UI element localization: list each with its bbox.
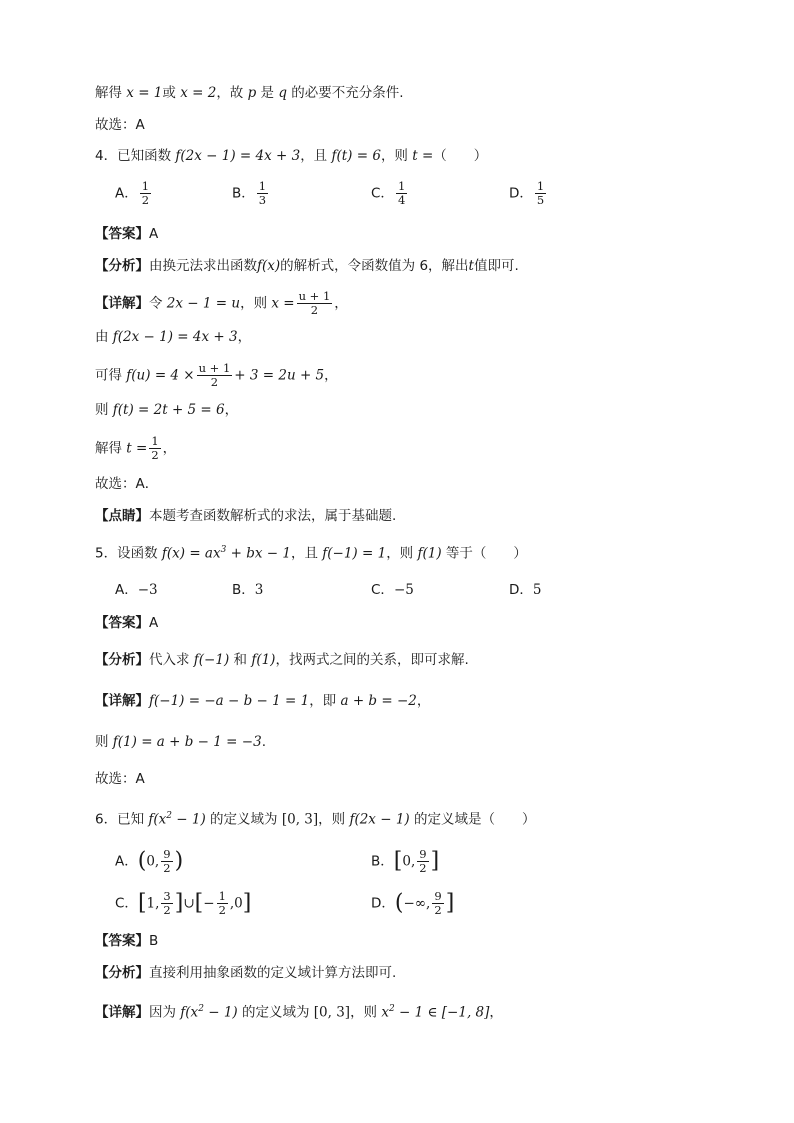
option-d[interactable] [509, 180, 548, 207]
answer-tag: 【答案】 [95, 933, 149, 949]
option-label: C． [115, 895, 138, 912]
text: 令 [149, 295, 167, 312]
text: ，则 [240, 295, 272, 312]
math: t [468, 258, 474, 274]
bracket: [ [393, 848, 403, 874]
math: f(u) = 4 × [126, 367, 195, 384]
denominator: 2 [434, 903, 442, 917]
option-text: 3 [254, 582, 264, 598]
fraction [197, 362, 233, 389]
detail-line [95, 732, 266, 752]
text: ， [224, 402, 239, 418]
text: ，故 [216, 85, 248, 101]
answer-tag: 【答案】 [95, 615, 149, 631]
math: + bx − 1 [226, 545, 291, 562]
text: 和 [229, 652, 252, 668]
question-6-stem [95, 806, 535, 830]
numerator: 1 [151, 434, 159, 448]
analysis-line [95, 963, 396, 983]
text: 可得 [95, 367, 127, 384]
detail-line [95, 362, 338, 389]
option-a[interactable] [115, 580, 158, 600]
text: 代入求 [149, 652, 194, 668]
exponent: 2 [388, 1004, 395, 1014]
option-label: A． [115, 853, 138, 870]
fraction [432, 890, 443, 917]
math: + 3 = 2u + 5 [234, 367, 325, 384]
text: ，且 [300, 148, 332, 164]
numerator: 3 [163, 889, 171, 903]
math: x = 2 [180, 85, 217, 101]
exponent: 2 [166, 811, 173, 821]
text: ，则 [380, 148, 413, 164]
numerator: 9 [163, 847, 171, 861]
option-text: −3 [137, 582, 158, 598]
text: ，则 [318, 811, 350, 828]
text: 解得 [95, 440, 127, 457]
text: 由 [95, 329, 113, 345]
option-c[interactable] [115, 890, 251, 917]
math: ,0 [229, 895, 243, 912]
text: ，则 [386, 545, 418, 562]
analysis-line [95, 256, 519, 276]
detail-line [95, 999, 503, 1023]
option-c[interactable] [371, 580, 414, 600]
question-4-stem [95, 146, 487, 166]
text: ，找两式之间的关系，即可求解. [275, 652, 469, 668]
text: 值即可. [473, 258, 519, 274]
fraction [535, 180, 546, 207]
denominator: 2 [210, 375, 219, 389]
text: ， [334, 295, 348, 312]
denominator: 2 [218, 903, 226, 917]
math: 0, [402, 853, 416, 870]
math: x [381, 1004, 389, 1021]
text: 解得 [95, 85, 127, 101]
fraction [396, 180, 407, 207]
numerator: u + 1 [298, 289, 331, 303]
numerator: 1 [141, 179, 150, 193]
numerator: 1 [258, 179, 267, 193]
math: f(x [148, 811, 167, 828]
bracket: [ [194, 890, 204, 916]
math: f(−1) [193, 652, 230, 668]
text: 则 [95, 734, 113, 750]
text: 5．设函数 [95, 545, 162, 562]
math: f(2x − 1) = 4x + 3 [175, 148, 301, 164]
math: − 1) [172, 811, 206, 828]
numerator: 9 [419, 847, 427, 861]
math: q [278, 85, 288, 101]
option-c[interactable] [371, 180, 409, 207]
exponent: 2 [198, 1004, 204, 1014]
option-label: A． [115, 185, 138, 202]
fraction [161, 848, 172, 875]
detail-tag: 【详解】 [95, 693, 149, 709]
math: 2x − 1 = u [166, 295, 241, 312]
math: p [247, 85, 257, 101]
math: f(1) [417, 545, 442, 562]
denominator: 2 [310, 303, 319, 317]
text: 4．已知函数 [95, 148, 176, 164]
analysis-tag: 【分析】 [95, 258, 149, 274]
math: t = [126, 440, 148, 457]
text: 的定义域为 [205, 811, 282, 828]
option-b[interactable] [371, 848, 439, 875]
fraction [149, 435, 160, 462]
detail-line [95, 400, 238, 420]
math: x = 1 [126, 85, 163, 101]
question-5-stem [95, 540, 527, 564]
answer-tag: 【答案】 [95, 226, 149, 242]
bracket: ) [174, 848, 184, 874]
math: [0, 3] [281, 811, 319, 828]
math: − 1 ∈ [−1, 8] [394, 1004, 490, 1021]
denominator: 3 [258, 193, 267, 207]
option-text: −5 [393, 582, 414, 598]
math: [0, 3] [313, 1004, 351, 1021]
option-label: C． [371, 582, 394, 598]
text: 由换元法求出函数 [149, 258, 257, 274]
math: 0, [146, 853, 160, 870]
solution-line [95, 83, 404, 103]
bracket: ] [445, 890, 455, 916]
option-label: B． [232, 185, 255, 202]
fraction [257, 180, 268, 207]
denominator: 2 [163, 903, 171, 917]
math: 1, [146, 895, 160, 912]
math: f(x) [257, 258, 281, 274]
math: x = [271, 295, 295, 312]
option-label: C． [371, 185, 394, 202]
answer-text: A [149, 226, 159, 242]
analysis-line [95, 650, 469, 670]
text: 6．已知 [95, 811, 149, 828]
fraction [161, 890, 172, 917]
bracket: [ [137, 890, 147, 916]
text: ， [489, 1004, 503, 1021]
exponent: 3 [220, 545, 227, 555]
text: 则 [95, 402, 113, 418]
analysis-tag: 【分析】 [95, 965, 149, 981]
detail-line [95, 435, 176, 462]
math: t = [412, 148, 434, 164]
union-symbol: ∪ [183, 895, 195, 912]
fraction [140, 180, 151, 207]
text: 是 [256, 85, 279, 101]
remark-tag: 【点睛】 [95, 508, 149, 524]
option-d[interactable] [509, 580, 542, 600]
fraction [417, 848, 428, 875]
option-label: B． [232, 582, 255, 598]
math: − 1) [203, 1004, 238, 1021]
detail-line [95, 691, 430, 711]
detail-line [95, 290, 348, 317]
bracket: ( [394, 890, 404, 916]
text: 因为 [149, 1004, 181, 1021]
text: ，则 [350, 1004, 382, 1021]
option-text: 5 [532, 582, 542, 598]
detail-tag: 【详解】 [95, 1004, 149, 1021]
math: f(2x − 1) [349, 811, 410, 828]
denominator: 2 [151, 448, 159, 462]
option-b[interactable] [232, 180, 270, 207]
bracket: ] [242, 890, 252, 916]
option-label: D． [509, 185, 533, 202]
math: f(x) = ax [161, 545, 221, 562]
answer-text: B [149, 933, 159, 949]
detail-line [95, 327, 251, 347]
analysis-text: 直接利用抽象函数的定义域计算方法即可. [149, 965, 397, 981]
math: f(−1) = −a − b − 1 = 1 [149, 693, 310, 709]
math: f(x [180, 1004, 199, 1021]
option-b[interactable] [232, 580, 263, 600]
answer-text: A [149, 615, 159, 631]
fraction [297, 290, 333, 317]
text: ， [324, 367, 338, 384]
option-label: A． [115, 582, 138, 598]
fraction [217, 890, 228, 917]
answer-line [95, 931, 158, 951]
math: − [203, 895, 215, 912]
text: 或 [162, 85, 181, 101]
detail-tag: 【详解】 [95, 295, 149, 312]
bracket: ( [137, 848, 147, 874]
math: f(1) = a + b − 1 = −3 [112, 734, 262, 750]
option-label: D． [371, 895, 395, 912]
text: 的定义域是（ ） [409, 811, 536, 828]
denominator: 5 [536, 193, 545, 207]
text: ， [237, 329, 252, 345]
option-a[interactable] [115, 180, 153, 207]
choice-line: 故选：A [95, 117, 145, 133]
option-label: B． [371, 853, 394, 870]
math: f(t) = 2t + 5 = 6 [112, 402, 225, 418]
text: （ ） [433, 148, 488, 164]
bracket: ] [174, 890, 184, 916]
bracket: ] [430, 848, 440, 874]
math: a + b = −2 [340, 693, 417, 709]
numerator: u + 1 [198, 361, 231, 375]
choice-line: 故选：A [95, 771, 145, 787]
math: −∞, [403, 895, 431, 912]
text: 等于（ ） [441, 545, 527, 562]
numerator: 1 [397, 179, 406, 193]
answer-line [95, 224, 158, 244]
option-label: D． [509, 582, 533, 598]
option-a[interactable] [115, 848, 183, 875]
text: ， [416, 693, 431, 709]
math: f(2x − 1) = 4x + 3 [112, 329, 238, 345]
math: f(1) [251, 652, 276, 668]
answer-line [95, 613, 158, 633]
math: f(t) = 6 [331, 148, 381, 164]
math: f(−1) = 1 [322, 545, 387, 562]
denominator: 2 [163, 861, 171, 875]
numerator: 1 [536, 179, 545, 193]
numerator: 1 [218, 889, 226, 903]
analysis-tag: 【分析】 [95, 652, 149, 668]
choice-line: 故选：A． [95, 476, 159, 492]
denominator: 2 [141, 193, 150, 207]
text: ， [162, 440, 177, 457]
text: 的必要不充分条件. [287, 85, 404, 101]
numerator: 9 [434, 889, 442, 903]
text: 的解析式，令函数值为 6，解出 [280, 258, 469, 274]
text: ，即 [309, 693, 341, 709]
denominator: 2 [419, 861, 427, 875]
text: ，且 [290, 545, 323, 562]
remark-text: 本题考查函数解析式的求法，属于基础题. [149, 508, 397, 524]
text: . [261, 734, 266, 750]
remark-line [95, 506, 396, 526]
option-d[interactable] [371, 890, 454, 917]
text: 的定义域为 [237, 1004, 314, 1021]
denominator: 4 [397, 193, 406, 207]
